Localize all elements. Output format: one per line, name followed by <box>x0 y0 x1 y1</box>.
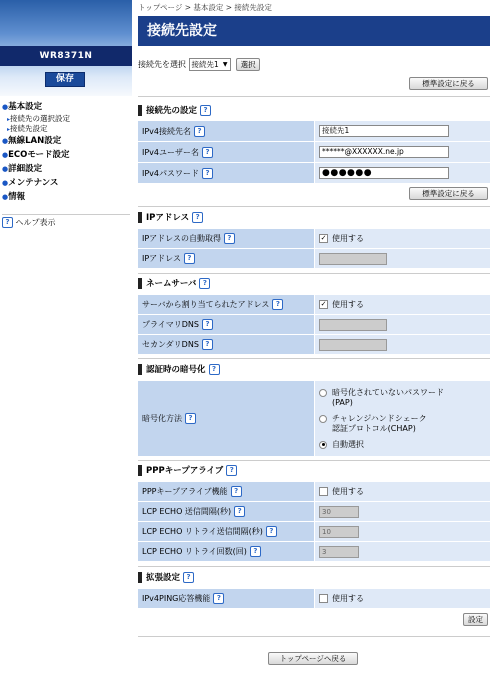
row-value <box>315 542 490 562</box>
row-label <box>138 502 314 522</box>
bullet-icon: ● <box>2 103 9 111</box>
row-ip-addr <box>138 249 490 269</box>
row-label <box>138 315 314 335</box>
bullet-icon: ● <box>2 151 9 159</box>
row-label <box>138 381 314 457</box>
row-ppp-interval <box>138 502 490 522</box>
save-button[interactable]: 保存 <box>45 72 85 87</box>
row-conn-pass <box>138 163 490 184</box>
help-icon[interactable]: ? <box>224 233 235 244</box>
help-icon: ? <box>2 217 13 228</box>
bullet-icon: ● <box>2 137 9 145</box>
menu-item-advanced[interactable] <box>0 162 132 176</box>
menu-label: 詳細設定 <box>8 164 43 174</box>
divider <box>138 273 490 274</box>
menu-label: ECOモード設定 <box>8 150 70 160</box>
section-title-text: 接続先の設定 <box>146 106 198 116</box>
section-title-conn <box>138 105 211 118</box>
row-value <box>315 502 490 522</box>
label-text: PPPキープアライブ機能 <box>142 487 228 496</box>
ip-auto-checkbox[interactable]: ✓ <box>320 234 327 242</box>
dns-auto-checkbox[interactable]: ✓ <box>320 300 327 308</box>
section-bar <box>138 105 142 116</box>
arrow-icon: ▸ <box>7 116 11 123</box>
row-value <box>315 482 490 502</box>
checkbox-label: 使用する <box>332 594 364 603</box>
row-value <box>315 142 490 163</box>
help-icon[interactable]: ? <box>194 126 205 137</box>
primary-dns-input[interactable] <box>319 319 387 331</box>
menu-item-basic[interactable] <box>0 100 132 114</box>
label-text: プライマリDNS <box>142 320 199 329</box>
row-value <box>315 163 490 184</box>
echo-interval-input[interactable]: 30 <box>319 506 359 518</box>
row-ext-ping <box>138 589 490 609</box>
menu-item-maintenance[interactable] <box>0 176 132 190</box>
section-bar <box>138 465 142 476</box>
secondary-dns-input[interactable] <box>319 339 387 351</box>
label-text: IPv4ユーザー名 <box>142 147 200 157</box>
row-dns-secondary <box>138 335 490 355</box>
section-bar <box>138 572 142 583</box>
row-value <box>315 249 490 269</box>
menu-label: 基本設定 <box>8 102 43 112</box>
ip-address-input[interactable] <box>319 253 387 265</box>
row-ppp-func <box>138 482 490 502</box>
username-input[interactable]: ******@XXXXXX.ne.jp <box>319 146 449 158</box>
profile-select-label: 接続先を選択 <box>138 60 186 69</box>
row-label <box>138 163 314 184</box>
section-title-auth <box>138 364 220 377</box>
radio-button-selected[interactable] <box>319 441 327 449</box>
help-icon[interactable]: ? <box>272 299 283 310</box>
checkbox-label: 使用する <box>332 487 364 496</box>
help-label: ヘルプ表示 <box>15 218 56 227</box>
reset-default-button-conn[interactable]: 標準設定に戻る <box>409 187 488 200</box>
section-title-text: ネームサーバ <box>146 279 197 289</box>
menu-sub-label: 接続先の選択設定 <box>10 114 71 123</box>
help-icon[interactable]: ? <box>234 506 245 517</box>
label-text: LCP ECHO リトライ送信間隔(秒) <box>142 527 263 536</box>
section-bar <box>138 212 142 223</box>
help-icon[interactable]: ? <box>200 105 211 116</box>
row-dns-primary <box>138 315 490 335</box>
row-value <box>315 229 490 249</box>
help-icon[interactable]: ? <box>185 413 196 424</box>
label-text: サーバから割り当てられたアドレス <box>142 300 270 309</box>
divider <box>138 206 490 207</box>
label-text: IPアドレスの自動取得 <box>142 234 221 243</box>
model-name: WR8371N <box>0 46 132 66</box>
radio-button[interactable] <box>319 415 327 423</box>
help-icon[interactable]: ? <box>266 526 277 537</box>
row-label <box>138 542 314 562</box>
row-label <box>138 295 314 315</box>
bullet-icon: ● <box>2 165 9 173</box>
menu-label: 無線LAN設定 <box>8 136 62 146</box>
row-auth-method <box>138 381 490 457</box>
row-value <box>315 589 490 609</box>
help-icon[interactable]: ? <box>202 168 213 179</box>
bullet-icon: ● <box>2 179 9 187</box>
section-bar <box>138 278 142 289</box>
help-icon[interactable]: ? <box>231 486 242 497</box>
select-button[interactable]: 選択 <box>236 58 260 71</box>
section-title-ppp <box>138 465 237 478</box>
help-icon[interactable]: ? <box>250 546 261 557</box>
divider <box>138 636 490 637</box>
radio-pap[interactable] <box>319 388 444 408</box>
label-text: LCP ECHO 送信間隔(秒) <box>142 507 232 516</box>
row-ppp-retry-interval <box>138 522 490 542</box>
checkbox-label: 使用する <box>332 234 364 243</box>
radio-label-line: 認証プロトコル(CHAP) <box>332 423 416 433</box>
section-title-text: 拡張設定 <box>146 573 181 583</box>
row-label <box>138 522 314 542</box>
help-icon[interactable]: ? <box>213 593 224 604</box>
row-value <box>315 295 490 315</box>
label-text: セカンダリDNS <box>142 340 199 349</box>
arrow-icon: ▸ <box>7 126 11 133</box>
help-icon[interactable]: ? <box>202 339 213 350</box>
radio-button[interactable] <box>319 389 327 397</box>
breadcrumb: トップページ > 基本設定 > 接続先設定 <box>138 3 272 12</box>
row-dns-auto <box>138 295 490 315</box>
section-title-dns <box>138 278 210 291</box>
chevron-down-icon: ▼ <box>222 61 228 68</box>
checkbox-label: 使用する <box>332 300 364 309</box>
label-text: IPアドレス <box>142 254 181 263</box>
menu-label: メンテナンス <box>8 178 59 188</box>
row-label <box>138 249 314 269</box>
row-value <box>315 522 490 542</box>
row-label <box>138 482 314 502</box>
help-icon[interactable]: ? <box>192 212 203 223</box>
divider <box>138 566 490 567</box>
section-title-text: IPアドレス <box>146 213 190 223</box>
menu-item-info[interactable] <box>0 190 132 204</box>
row-ppp-retry-count <box>138 542 490 562</box>
row-label <box>138 589 314 609</box>
help-icon[interactable]: ? <box>226 465 237 476</box>
connection-name-input[interactable]: 接続先1 <box>319 125 449 137</box>
help-icon[interactable]: ? <box>199 278 210 289</box>
menu-item-wlan[interactable] <box>0 134 132 148</box>
row-label <box>138 142 314 163</box>
help-icon[interactable]: ? <box>184 253 195 264</box>
row-value <box>315 315 490 335</box>
help-icon[interactable]: ? <box>202 319 213 330</box>
section-title-text: 認証時の暗号化 <box>146 365 206 375</box>
label-text: IPv4接続先名 <box>142 126 192 136</box>
row-label <box>138 335 314 355</box>
row-label <box>138 229 314 249</box>
apply-button[interactable]: 設定 <box>463 613 488 626</box>
profile-select-value: 接続先1 <box>191 60 219 69</box>
label-text: 暗号化方法 <box>142 414 182 423</box>
menu-sub-connection[interactable] <box>0 124 132 134</box>
reset-default-button[interactable]: 標準設定に戻る <box>409 77 488 90</box>
divider <box>138 358 490 359</box>
help-link[interactable] <box>2 214 130 228</box>
help-icon[interactable]: ? <box>209 364 220 375</box>
row-value <box>315 381 490 457</box>
row-conn-user <box>138 142 490 163</box>
page-title: 接続先設定 <box>138 16 490 46</box>
row-value <box>315 121 490 142</box>
menu-label: 情報 <box>8 192 26 202</box>
sidebar-menu <box>0 100 132 204</box>
section-title-ext <box>138 572 194 585</box>
profile-select[interactable] <box>189 58 231 71</box>
label-text: IPv4PING応答機能 <box>142 594 211 603</box>
section-bar <box>138 364 142 375</box>
section-title-ip <box>138 212 203 225</box>
divider <box>138 460 490 461</box>
row-label <box>138 121 314 142</box>
row-ip-auto <box>138 229 490 249</box>
password-input[interactable]: ●●●●●● <box>319 167 449 179</box>
section-title-text: PPPキープアライブ <box>146 466 224 476</box>
ppp-keepalive-checkbox[interactable] <box>319 487 328 496</box>
label-text: LCP ECHO リトライ回数(回) <box>142 547 247 556</box>
menu-item-eco[interactable] <box>0 148 132 162</box>
label-text: IPv4パスワード <box>142 168 200 178</box>
row-conn-name <box>138 121 490 142</box>
ping-response-checkbox[interactable] <box>319 594 328 603</box>
radio-label: 自動選択 <box>332 439 364 449</box>
divider <box>138 96 490 97</box>
help-icon[interactable]: ? <box>183 572 194 583</box>
radio-label <box>332 388 444 408</box>
help-icon[interactable]: ? <box>202 147 213 158</box>
radio-label-line: (PAP) <box>332 397 353 407</box>
menu-sub-select[interactable] <box>0 114 132 124</box>
radio-label <box>332 414 427 434</box>
menu-sub-label: 接続先設定 <box>10 124 48 133</box>
bullet-icon: ● <box>2 193 9 201</box>
profile-select-row <box>138 58 260 72</box>
back-to-top-button[interactable]: トップページへ戻る <box>268 652 358 665</box>
row-value <box>315 335 490 355</box>
radio-label-line: チャレンジハンドシェーク <box>332 413 427 423</box>
echo-retry-count-input[interactable]: 3 <box>319 546 359 558</box>
radio-chap[interactable] <box>319 414 427 434</box>
radio-auto[interactable] <box>319 440 364 450</box>
echo-retry-interval-input[interactable]: 10 <box>319 526 359 538</box>
radio-label-line: 暗号化されていないパスワード <box>332 387 444 397</box>
